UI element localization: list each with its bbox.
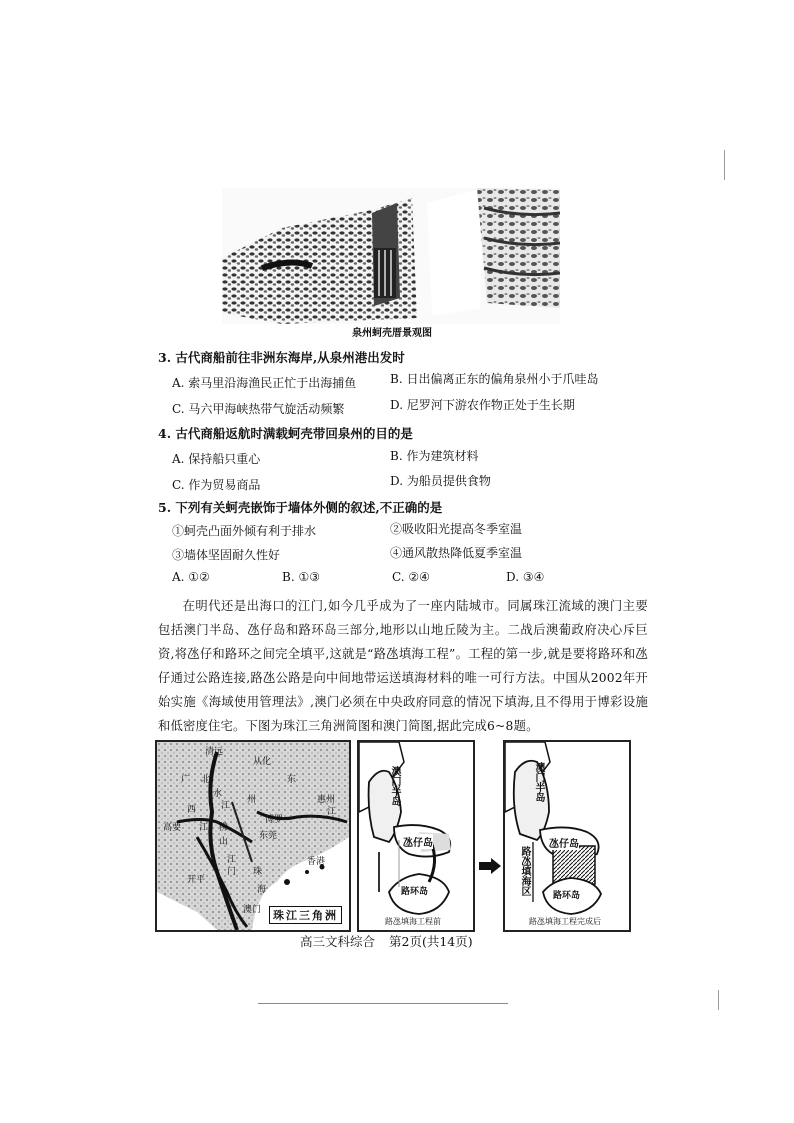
- label-gaoyao: 高要: [163, 823, 182, 833]
- q5-statement-1: ①蚵壳凸面外倾有利于排水: [172, 524, 317, 538]
- label-shan: 山: [219, 837, 229, 847]
- macau-map-after: [503, 740, 631, 932]
- label-jiang-north: 江: [221, 801, 231, 811]
- q4-option-d: D. 为船员提供食物: [390, 474, 491, 488]
- scan-edge-mark: [724, 150, 725, 180]
- label-xi: 西: [187, 805, 197, 815]
- macau-map-before: [357, 740, 475, 932]
- q4-option-a: A. 保持船只重心: [172, 452, 261, 466]
- q3-option-a: A. 索马里沿海渔民正忙于出海捕鱼: [172, 376, 357, 390]
- label-boluo: 博罗: [265, 815, 284, 825]
- q5-statement-3: ③墙体坚固耐久性好: [172, 548, 281, 562]
- before-label-taipa: 氹仔岛: [403, 834, 433, 849]
- label-fo: 佛: [219, 823, 229, 833]
- q3-option-d: D. 尼罗河下游农作物正处于生长期: [390, 398, 575, 412]
- before-label-coloane: 路环岛: [401, 884, 428, 897]
- label-jiang-east: 江: [327, 807, 337, 817]
- q5-option-c: C. ②④: [392, 570, 430, 584]
- label-men: 门: [227, 867, 237, 877]
- after-label-taipa: 氹仔岛: [549, 835, 579, 850]
- q5-statement-2: ②吸收阳光提高冬季室温: [390, 522, 523, 536]
- passage: [158, 594, 648, 738]
- label-shui: 水: [213, 789, 223, 799]
- label-jiang-men: 江: [227, 855, 237, 865]
- q5-option-d: D. ③④: [506, 570, 545, 584]
- label-macau: 澳门: [243, 905, 262, 915]
- label-hongkong: 香港: [307, 857, 326, 867]
- q3-option-c: C. 马六甲海峡热带气旋活动频繁: [172, 402, 345, 416]
- label-bei: 北: [201, 775, 211, 785]
- transition-arrow-icon: [479, 858, 501, 878]
- label-zhou: 州: [247, 795, 257, 805]
- label-dong: 东: [287, 775, 297, 785]
- pearl-river-delta-map: [155, 740, 351, 932]
- label-jiang-west: 江: [199, 823, 209, 833]
- oyster-shell-house-photo: [222, 188, 560, 324]
- after-label-macau-peninsula: 澳门半岛: [533, 762, 544, 802]
- photo-caption: 泉州蚵壳厝景观图: [352, 328, 432, 339]
- q5-option-b: B. ①③: [282, 570, 320, 584]
- q4-option-b: B. 作为建筑材料: [390, 449, 479, 463]
- question-5-stem: 5. 下列有关蚵壳嵌饰于墙体外侧的叙述,不正确的是: [158, 500, 443, 515]
- passage-text: 在明代还是出海口的江门,如今几乎成为了一座内陆城市。同属珠江流域的澳门主要包括澳门半岛、氹仔岛和路环岛三部分,地形以山地丘陵为主。二战后澳葡政府决心斥巨资,将氹仔和路环之间完全填平,这就是“路氹填海工程”。工程的第一步,就是要将路环和氹仔通过公路连接,路氹公路是向中间地带运送填海材料的唯一可行方法。中国从2002年开始实施《海域使用管理法》,澳门必须在中央政府同意的情况下填海,且不得用于博彩设施和低密度住宅。下图为珠江三角洲简图和澳门简图,据此完成6~8题。: [158, 599, 648, 733]
- before-label-macau-peninsula: 澳门半岛: [389, 766, 400, 806]
- question-3-stem: 3. 古代商船前往非洲东海岸,从泉州港出发时: [158, 350, 405, 365]
- after-map-caption: 路氹填海工程完成后: [529, 917, 601, 926]
- label-conghua: 从化: [253, 757, 272, 767]
- after-label-cotai-reclamation: 路氹填海区: [519, 846, 530, 896]
- page-footer: [300, 932, 483, 950]
- question-4-stem: 4. 古代商船返航时满载蚵壳带回泉州的目的是: [158, 426, 413, 441]
- label-kaiping: 开平: [187, 875, 206, 885]
- q5-option-a: A. ①②: [172, 570, 210, 584]
- q4-option-c: C. 作为贸易商品: [172, 478, 261, 492]
- bottom-divider: [258, 1003, 508, 1004]
- label-zhu: 珠: [253, 867, 263, 877]
- label-huizhou: 惠州: [317, 795, 336, 805]
- label-dongguan: 东莞: [259, 831, 278, 841]
- q5-statement-4: ④通风散热降低夏季室温: [390, 546, 523, 560]
- scan-edge-mark: [718, 990, 719, 1010]
- footer-page-number: 第2页(共14页): [389, 934, 473, 949]
- label-qingyuan: 清远: [205, 747, 224, 757]
- delta-map-title: 珠江三角洲: [269, 906, 342, 924]
- after-label-coloane: 路环岛: [553, 888, 580, 901]
- label-hai: 海: [257, 885, 267, 895]
- before-map-caption: 路氹填海工程前: [385, 917, 441, 926]
- q3-option-b: B. 日出偏离正东的偏角泉州小于爪哇岛: [390, 372, 599, 386]
- label-guang: 广: [181, 775, 191, 785]
- footer-subject: 高三文科综合: [300, 934, 376, 949]
